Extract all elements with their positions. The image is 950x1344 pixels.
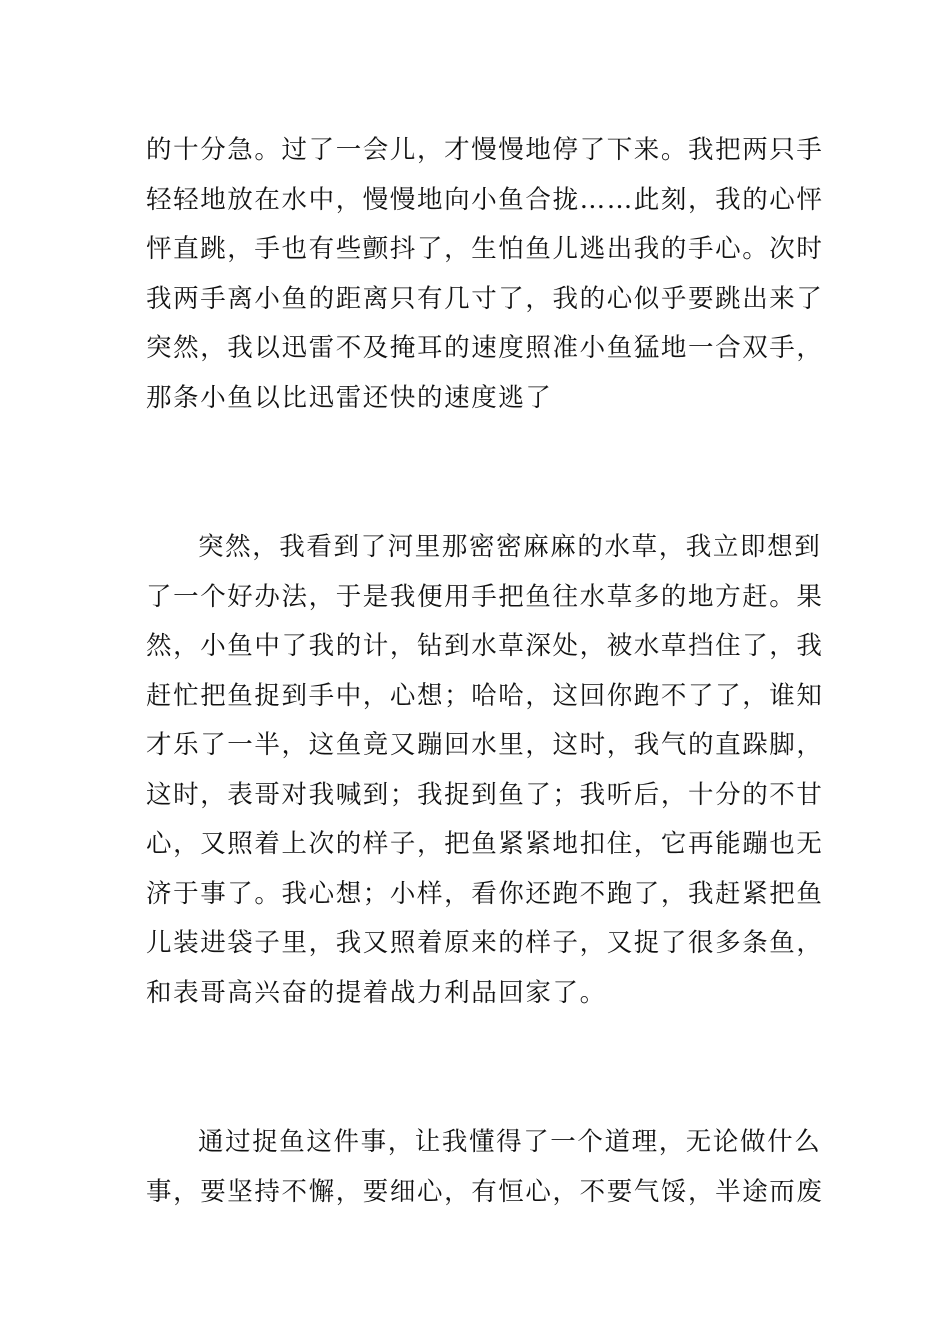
text-line: 赶忙把鱼捉到手中，心想；哈哈，这回你跑不了了，谁知 (146, 681, 824, 711)
text-line: 这时，表哥对我喊到；我捉到鱼了；我听后，十分的不甘 (146, 780, 824, 810)
text-line: 轻轻地放在水中，慢慢地向小鱼合拢……此刻，我的心怦 (146, 185, 824, 215)
text-line: 才乐了一半，这鱼竟又蹦回水里，这时，我气的直跺脚， (146, 730, 824, 760)
text-line: 通过捉鱼这件事，让我懂得了一个道理，无论做什么 (198, 1127, 822, 1157)
text-line: 儿装进袋子里，我又照着原来的样子，又捉了很多条鱼， (146, 928, 824, 958)
text-line: 济于事了。我心想；小样，看你还跑不跑了，我赶紧把鱼 (146, 879, 824, 909)
text-line: 怦直跳，手也有些颤抖了，生怕鱼儿逃出我的手心。次时 (146, 234, 824, 264)
text-line: 事，要坚持不懈，要细心，有恒心，不要气馁，半途而废 (146, 1177, 824, 1207)
text-line: 我两手离小鱼的距离只有几寸了，我的心似乎要跳出来了 (146, 284, 824, 314)
text-line: 那条小鱼以比迅雷还快的速度逃了 (146, 383, 553, 413)
text-line: 突然，我以迅雷不及掩耳的速度照准小鱼猛地一合双手， (146, 333, 824, 363)
text-line: 然，小鱼中了我的计，钻到水草深处，被水草挡住了，我 (146, 631, 824, 661)
text-line: 了一个好办法，于是我便用手把鱼往水草多的地方赶。果 (146, 582, 824, 612)
text-line: 突然，我看到了河里那密密麻麻的水草，我立即想到 (198, 532, 822, 562)
text-line: 心，又照着上次的样子，把鱼紧紧地扣住，它再能蹦也无 (146, 829, 824, 859)
text-line: 和表哥高兴奋的提着战力利品回家了。 (146, 978, 607, 1008)
text-line: 的十分急。过了一会儿，才慢慢地停了下来。我把两只手 (146, 135, 824, 165)
